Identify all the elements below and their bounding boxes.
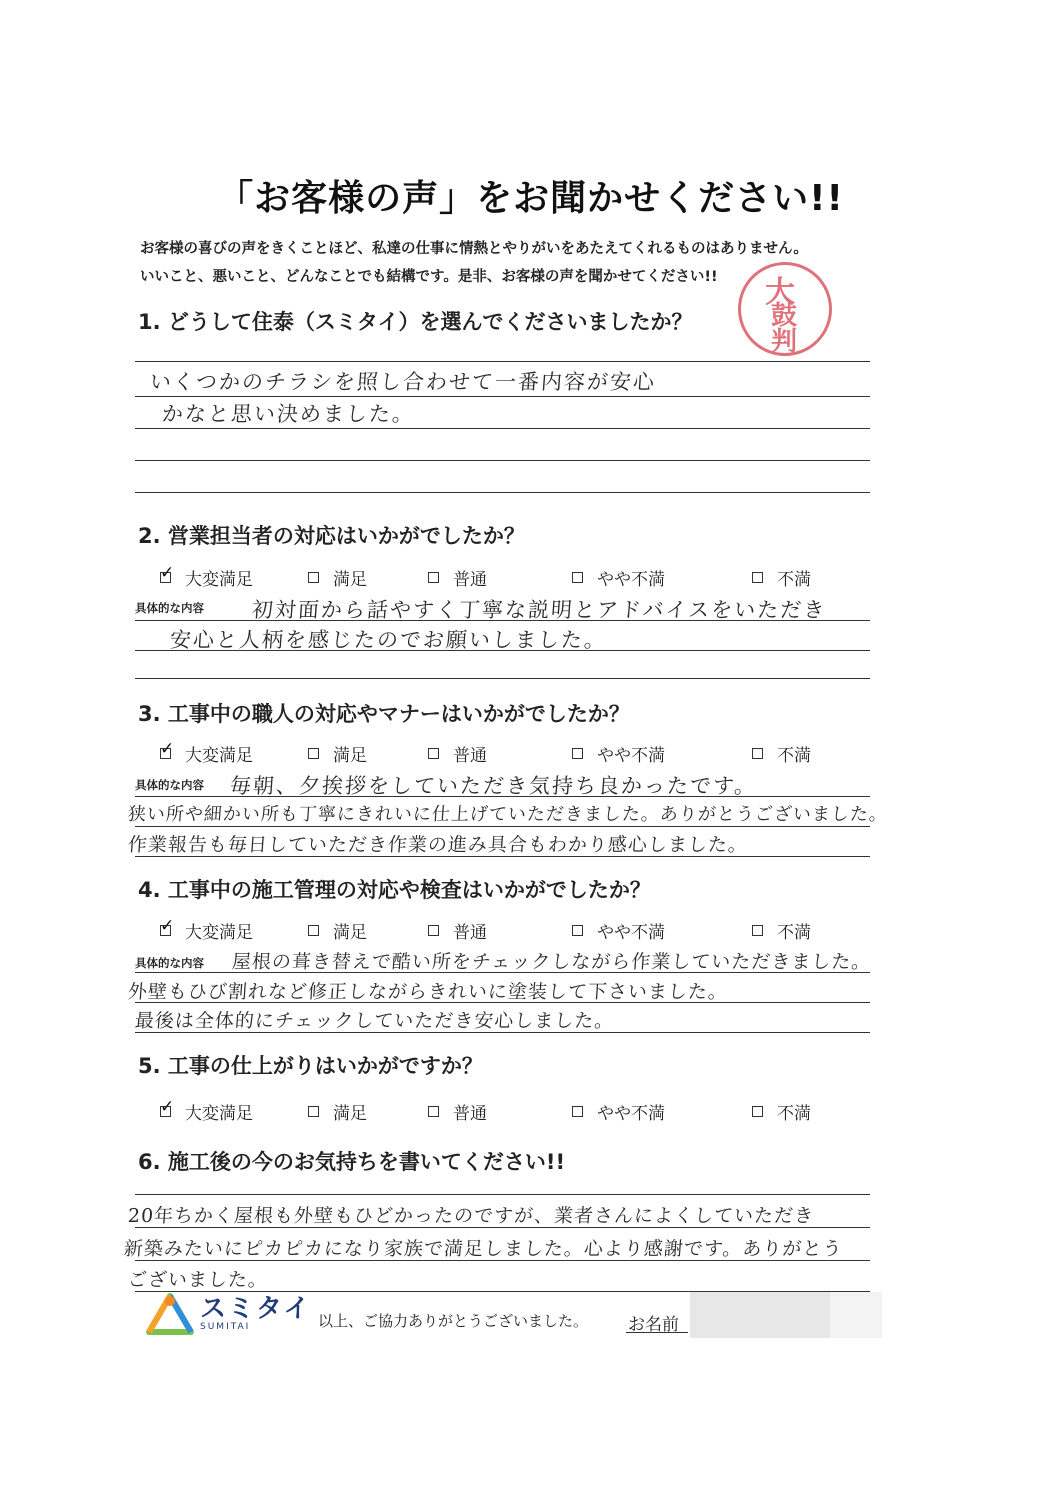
name-underline: [626, 1332, 688, 1333]
stamp-char-1: 大: [765, 275, 795, 310]
answer-line: [135, 492, 870, 493]
q2-option-somewhat-dissatisfied[interactable]: やや不満: [572, 565, 665, 590]
answer-line: [135, 1194, 870, 1195]
q1-answer-line-1: いくつかのチラシを照し合わせて一番内容が安心: [149, 370, 657, 394]
q5-option-satisfied[interactable]: 満足: [308, 1099, 367, 1124]
q4-option-dissatisfied[interactable]: 不満: [752, 918, 811, 943]
q3-option-very-satisfied[interactable]: ✓ 大変満足: [160, 741, 253, 766]
checkbox[interactable]: [428, 748, 439, 759]
q4-option-somewhat-dissatisfied[interactable]: やや不満: [572, 918, 665, 943]
question-4: 4. 工事中の施工管理の対応や検査はいかがでしたか？: [138, 878, 651, 902]
checkbox-checked[interactable]: [160, 925, 171, 936]
question-3: 3. 工事中の職人の対応やマナーはいかがでしたか？: [138, 702, 630, 726]
q3-answer-line-3: 作業報告も毎日していただき作業の進み具合もわかり感心しました。: [127, 834, 749, 856]
answer-line: [135, 460, 870, 461]
question-6: 6. 施工後の今のお気持ちを書いてください!!: [138, 1150, 566, 1174]
answer-line: [135, 826, 870, 827]
q4-answer-line-2: 外壁もひび割れなど修正しながらきれいに塗装して下さいました。: [127, 981, 729, 1003]
q5-option-dissatisfied[interactable]: 不満: [752, 1099, 811, 1124]
q1-answer-line-2: かなと思い決めました。: [161, 402, 416, 426]
checkbox[interactable]: [308, 572, 319, 583]
q4-option-very-satisfied[interactable]: ✓ 大変満足: [160, 918, 253, 943]
q2-answer-line-2: 安心と人柄を感じたのでお願いしました。: [169, 628, 608, 652]
checkbox[interactable]: [752, 748, 763, 759]
q3-option-satisfied[interactable]: 満足: [308, 741, 367, 766]
q2-option-very-satisfied[interactable]: ✓ 大変満足: [160, 565, 253, 590]
q5-option-normal[interactable]: 普通: [428, 1099, 487, 1124]
q2-option-dissatisfied[interactable]: 不満: [752, 565, 811, 590]
checkbox[interactable]: [572, 1106, 583, 1117]
answer-line: [135, 396, 870, 397]
checkbox-checked[interactable]: [160, 572, 171, 583]
detail-label: 具体的な内容: [135, 778, 204, 792]
name-field-redacted[interactable]: [690, 1292, 830, 1338]
checkbox[interactable]: [752, 1106, 763, 1117]
checkbox[interactable]: [428, 572, 439, 583]
name-label: お名前: [628, 1315, 679, 1335]
checkbox[interactable]: [572, 925, 583, 936]
answer-line: [135, 428, 870, 429]
q3-answer-line-2: 狭い所や細かい所も丁寧にきれいに仕上げていただきました。ありがとうございました。: [127, 804, 889, 825]
name-field-redacted-edge: [830, 1292, 882, 1338]
page-title: 「お客様の声」をお聞かせください!!: [217, 178, 844, 219]
answer-line: [135, 678, 870, 679]
checkbox[interactable]: [428, 925, 439, 936]
q4-option-satisfied[interactable]: 満足: [308, 918, 367, 943]
question-1: 1. どうして住泰（スミタイ）を選んでくださいましたか？: [138, 310, 693, 334]
intro-line-2: いいこと、悪いこと、どんなことでも結構です。是非、お客様の声を聞かせてください!!: [140, 269, 718, 285]
checkbox-checked[interactable]: [160, 1106, 171, 1117]
q6-answer-line-1: 20年ちかく屋根も外壁もひどかったのですが、業者さんによくしていただき: [127, 1205, 815, 1227]
q4-answer-line-3: 最後は全体的にチェックしていただき安心しました。: [134, 1010, 616, 1032]
checkbox[interactable]: [308, 925, 319, 936]
intro-line-1: お客様の喜びの声をきくことほど、私達の仕事に情熱とやりがいをあたえてくれるものはありません。: [140, 241, 808, 257]
hanko-stamp: [738, 262, 832, 356]
q2-option-normal[interactable]: 普通: [428, 565, 487, 590]
thanks-text: 以上、ご協力ありがとうございました。: [318, 1312, 589, 1330]
answer-line: [135, 361, 870, 362]
checkbox[interactable]: [428, 1106, 439, 1117]
stamp-char-2: 鼓: [771, 301, 798, 331]
logo-wordmark: スミタイ: [200, 1294, 312, 1324]
q6-answer-line-3: ございました。: [127, 1269, 269, 1291]
question-5: 5. 工事の仕上がりはいかがですか？: [138, 1054, 483, 1078]
q6-answer-line-2: 新築みたいにピカピカになり家族で満足しました。心より感謝です。ありがとう: [123, 1238, 844, 1260]
checkbox-checked[interactable]: [160, 748, 171, 759]
q2-option-satisfied[interactable]: 満足: [308, 565, 367, 590]
question-2: 2. 営業担当者の対応はいかがでしたか？: [138, 524, 525, 548]
checkbox[interactable]: [308, 748, 319, 759]
checkbox[interactable]: [572, 572, 583, 583]
q4-answer-line-1: 屋根の葺き替えで酷い所をチェックしながら作業していただきました。: [231, 951, 873, 973]
q3-answer-line-1: 毎朝、夕挨拶をしていただき気持ち良かったです。: [229, 774, 759, 798]
sumitai-logo-icon: [145, 1292, 195, 1338]
detail-label: 具体的な内容: [135, 601, 204, 615]
q5-option-somewhat-dissatisfied[interactable]: やや不満: [572, 1099, 665, 1124]
checkbox[interactable]: [752, 572, 763, 583]
q3-option-somewhat-dissatisfied[interactable]: やや不満: [572, 741, 665, 766]
stamp-char-3: 判: [771, 327, 798, 357]
logo-subtext: SUMITAI: [200, 1322, 251, 1332]
q5-option-very-satisfied[interactable]: ✓ 大変満足: [160, 1099, 253, 1124]
q3-option-normal[interactable]: 普通: [428, 741, 487, 766]
q2-answer-line-1: 初対面から話やすく丁寧な説明とアドバイスをいただき: [251, 598, 828, 622]
checkbox[interactable]: [308, 1106, 319, 1117]
detail-label: 具体的な内容: [135, 956, 204, 970]
q3-option-dissatisfied[interactable]: 不満: [752, 741, 811, 766]
checkbox[interactable]: [572, 748, 583, 759]
q4-option-normal[interactable]: 普通: [428, 918, 487, 943]
checkbox[interactable]: [752, 925, 763, 936]
